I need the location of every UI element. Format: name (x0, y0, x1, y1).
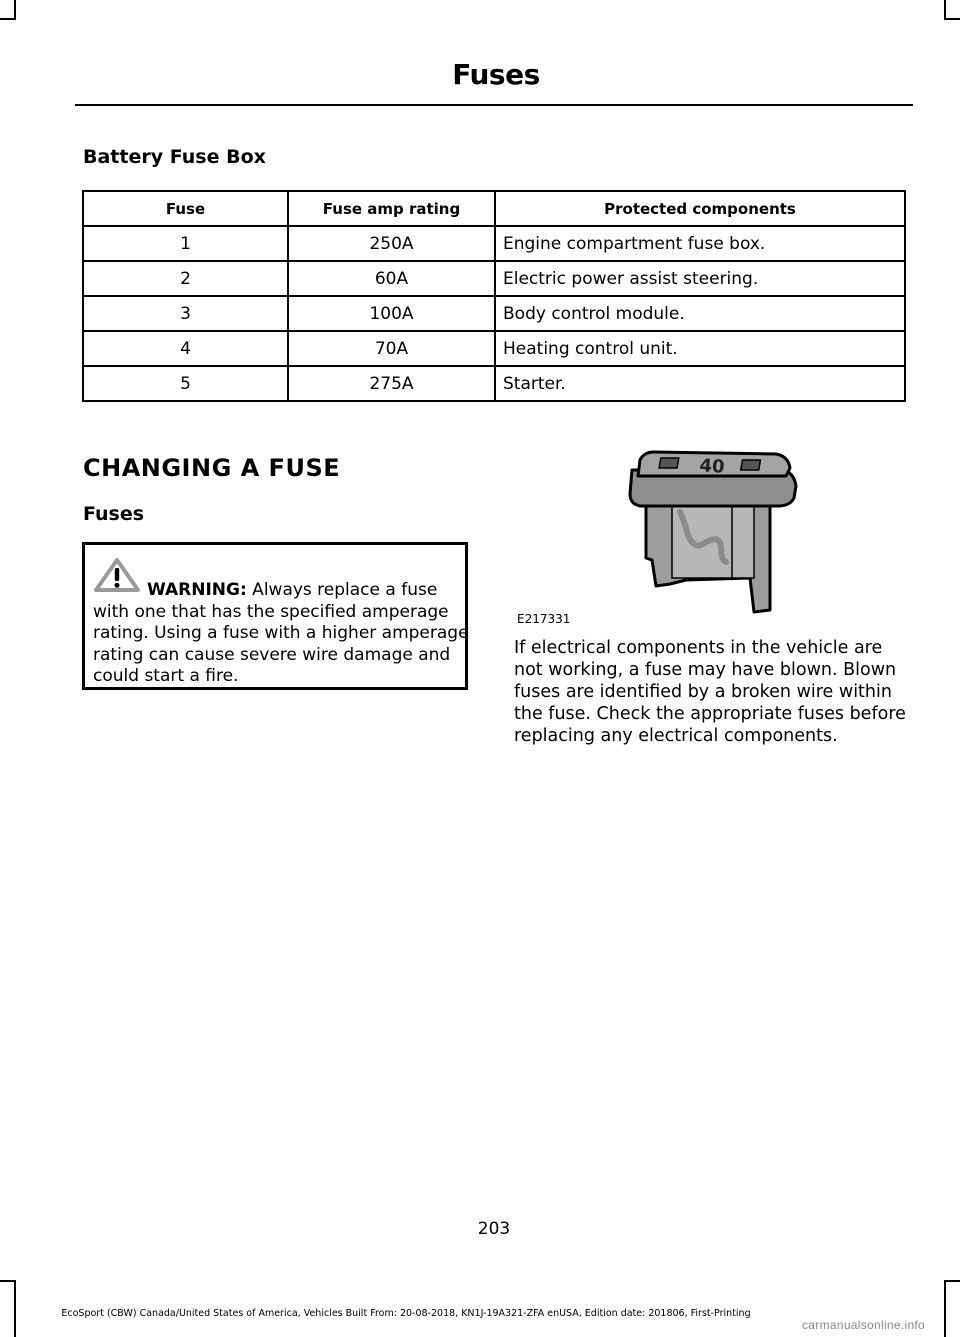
table-row (83, 296, 905, 331)
protected-component: Engine compartment fuse box. (495, 226, 905, 261)
header-divider (75, 104, 913, 106)
protected-component: Body control module. (495, 296, 905, 331)
crop-mark (0, 18, 16, 20)
fuse-number: 5 (83, 366, 288, 401)
amp-rating: 60A (288, 261, 495, 296)
table-row (83, 261, 905, 296)
crop-mark (14, 0, 16, 20)
crop-mark (944, 1280, 946, 1337)
changing-a-fuse-heading: CHANGING A FUSE (83, 454, 341, 482)
crop-mark (944, 0, 946, 20)
fuse-number: 2 (83, 261, 288, 296)
amp-rating: 70A (288, 331, 495, 366)
fuse-number: 3 (83, 296, 288, 331)
table-row (83, 226, 905, 261)
protected-component: Electric power assist steering. (495, 261, 905, 296)
fuse-illustration (600, 440, 800, 624)
crop-mark (944, 1280, 960, 1282)
column-header-fuse: Fuse (83, 191, 288, 226)
warning-body: Always replace a fuse with one that has the specified amperage rating. Using a fuse with a higher amperage rating can cause severe wire damage and could start a fire. (93, 580, 469, 686)
footer-text: EcoSport (CBW) Canada/United States of America, Vehicles Built From: 20-08-2018, KN1J-19A321-ZFA enUSA, Edition date: 201806, First-Printing (61, 1308, 751, 1319)
crop-mark (0, 1280, 16, 1282)
section-title: Battery Fuse Box (83, 146, 266, 168)
amp-rating: 275A (288, 366, 495, 401)
fuse-number: 4 (83, 331, 288, 366)
fuse-rating-marking: 40 (698, 455, 726, 478)
page-title: Fuses (452, 58, 540, 91)
fuse-number: 1 (83, 226, 288, 261)
table-header-row (83, 191, 905, 226)
amp-rating: 250A (288, 226, 495, 261)
table-row (83, 331, 905, 366)
fuse-instructions: If electrical components in the vehicle are not working, a fuse may have blown. Blown fuses are identified by a broken wire within the fuse. Check the appropriate fuses before replacing any electrical components. (514, 638, 906, 746)
column-header-protected-components: Protected components (495, 191, 905, 226)
warning-box (82, 542, 468, 690)
crop-mark (944, 18, 960, 20)
amp-rating: 100A (288, 296, 495, 331)
fuses-subheading: Fuses (83, 503, 145, 525)
column-header-amp-rating: Fuse amp rating (288, 191, 495, 226)
page-number: 203 (477, 1219, 511, 1239)
warning-text (93, 580, 469, 688)
watermark: carmanualsonline.info (802, 1318, 926, 1332)
table-row (83, 366, 905, 401)
protected-component: Heating control unit. (495, 331, 905, 366)
figure-code: E217331 (517, 612, 571, 626)
battery-fuse-table (82, 190, 906, 402)
protected-component: Starter. (495, 366, 905, 401)
warning-label: WARNING: (147, 580, 247, 600)
